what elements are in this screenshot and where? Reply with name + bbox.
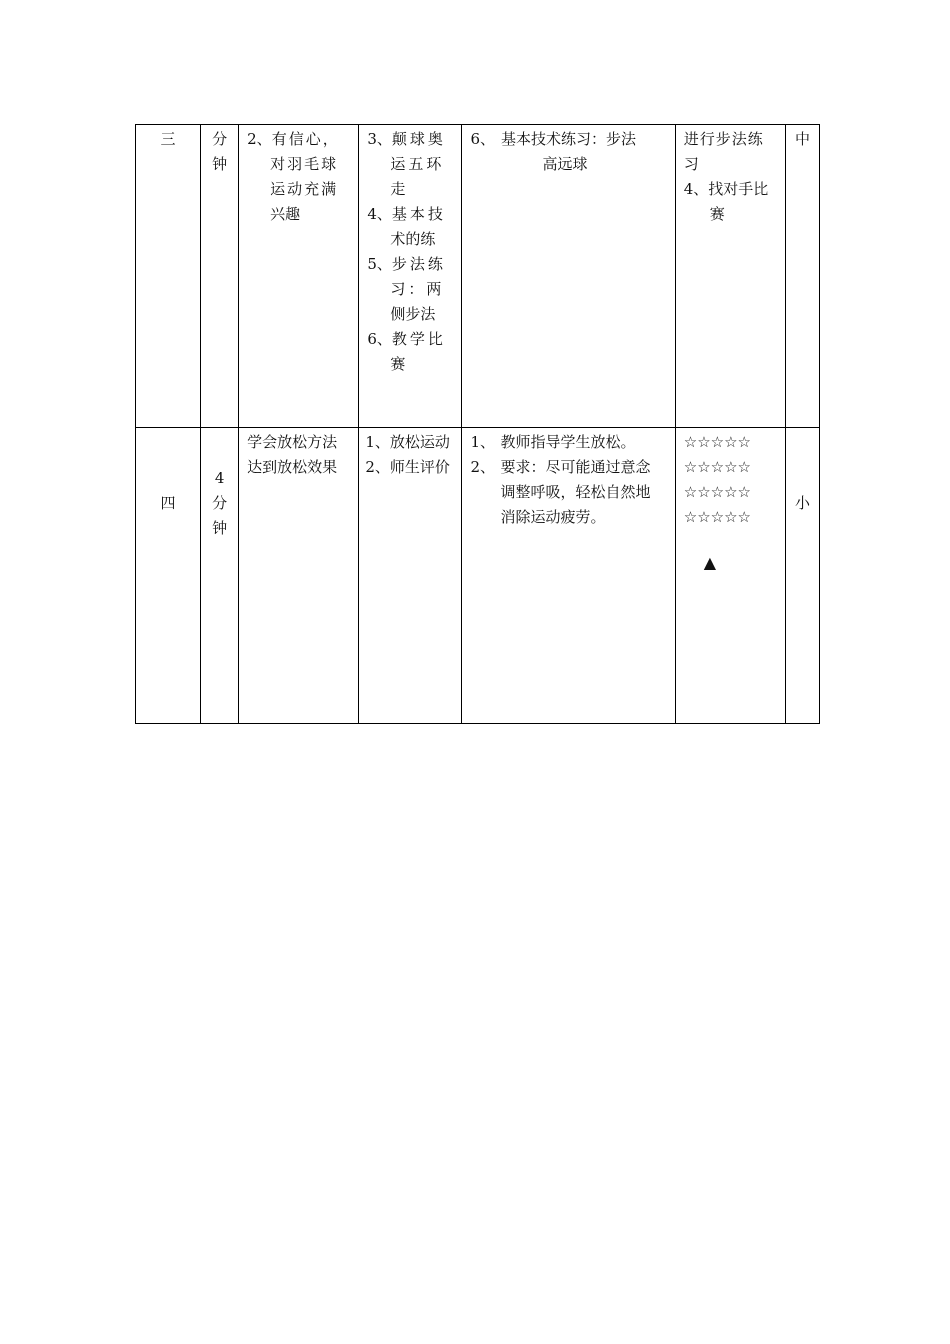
goal-line: 对羽毛球 <box>270 155 339 173</box>
method-item-number: 1、 <box>470 433 495 451</box>
method-line: 消除运动疲劳。 <box>500 508 606 526</box>
goal-line: 兴趣 <box>270 205 301 223</box>
organization-item <box>684 177 779 202</box>
time-cell <box>201 125 239 428</box>
method-item <box>470 455 668 480</box>
section-cell <box>136 428 201 724</box>
section-label: 三 <box>160 130 176 148</box>
method-cell <box>462 428 675 724</box>
content-line: 习：两 <box>390 280 445 298</box>
content-line: 1、放松运动 <box>365 433 450 451</box>
organization-cell <box>675 428 785 724</box>
method-line: 基本技术练习：步法 <box>501 130 637 148</box>
formation-star-row: ☆☆☆☆☆ <box>683 483 751 501</box>
content-cell <box>359 125 462 428</box>
time-text: 钟 <box>212 155 228 173</box>
method-line: 教师指导学生放松。 <box>500 433 636 451</box>
content-line: 教学比 <box>391 330 446 348</box>
content-item <box>367 327 455 352</box>
method-item-number: 6、 <box>470 130 495 148</box>
content-line: 走 <box>390 180 406 198</box>
content-line: 侧步法 <box>390 305 436 323</box>
method-line: 高远球 <box>542 155 588 173</box>
content-item-number: 5、 <box>367 255 392 273</box>
time-text: 分 <box>212 493 228 512</box>
content-item-number: 4、 <box>367 205 392 223</box>
intensity-cell <box>785 428 819 724</box>
time-text: 4 <box>214 468 225 487</box>
content-item <box>367 127 455 152</box>
content-line: 术的练 <box>390 230 436 248</box>
content-line: 步法练 <box>391 255 446 273</box>
time-text: 钟 <box>212 518 228 537</box>
formation-star-row: ☆☆☆☆☆ <box>683 508 751 526</box>
organization-line: 找对手比 <box>708 180 769 198</box>
content-line: 2、师生评价 <box>365 458 450 476</box>
goal-line: 达到放松效果 <box>247 458 338 476</box>
lesson-plan-table <box>135 124 820 724</box>
goal-item <box>247 127 352 152</box>
goal-line: 学会放松方法 <box>247 433 338 451</box>
content-line: 颠球奥 <box>391 130 446 148</box>
content-line: 运五环 <box>390 155 445 173</box>
organization-cell <box>675 125 785 428</box>
method-line: 要求：尽可能通过意念 <box>500 458 651 476</box>
content-item-number: 6、 <box>367 330 392 348</box>
method-item-number: 2、 <box>470 458 495 476</box>
goal-line: 运动充满 <box>270 180 339 198</box>
goal-line: 有信心， <box>271 130 340 148</box>
organization-line: 习 <box>683 155 699 173</box>
table-row <box>136 125 820 428</box>
formation-star-row: ☆☆☆☆☆ <box>683 433 751 451</box>
method-item <box>470 430 668 455</box>
goal-item-number: 2、 <box>247 130 272 148</box>
organization-line: 赛 <box>709 205 725 223</box>
method-line: 调整呼吸，轻松自然地 <box>500 483 651 501</box>
table-row <box>136 428 820 724</box>
content-item <box>367 202 455 227</box>
intensity-cell <box>785 125 819 428</box>
content-item <box>367 252 455 277</box>
section-cell <box>136 125 201 428</box>
method-cell <box>462 125 675 428</box>
goal-cell <box>239 428 359 724</box>
content-line: 赛 <box>390 355 406 373</box>
time-cell <box>201 428 239 724</box>
organization-item-number: 4、 <box>683 180 709 198</box>
goal-cell <box>239 125 359 428</box>
teacher-triangle-icon: ▲ <box>703 553 717 572</box>
content-item-number: 3、 <box>367 130 392 148</box>
time-text: 分 <box>212 130 228 148</box>
organization-line: 进行步法练 <box>683 130 764 148</box>
content-cell <box>359 428 462 724</box>
intensity-value: 中 <box>794 130 810 148</box>
formation-star-row: ☆☆☆☆☆ <box>683 458 751 476</box>
intensity-value: 小 <box>794 493 810 512</box>
section-label: 四 <box>160 493 176 512</box>
method-item <box>470 127 668 152</box>
content-line: 基本技 <box>391 205 446 223</box>
